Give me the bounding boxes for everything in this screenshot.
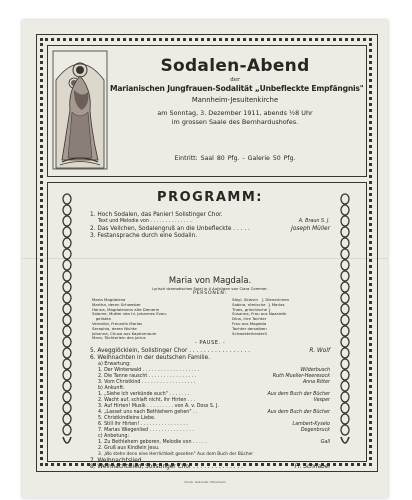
madonna-illustration bbox=[52, 50, 108, 170]
right-chain-ornament bbox=[338, 193, 352, 449]
cast-list-left: Maria Magdalena Martha, deren Schwester Hanna, Magdalenens alte Dienerin Salome, Mutter des hl. Johannes Evan- gelisten Veronika, Freundin Marias Seraphia, deren Nichte Johanna, Chusa aus Kapharnaum Mara, Töchterlein des Jairus bbox=[92, 297, 168, 341]
der-text: der bbox=[230, 77, 240, 83]
pause-marker: - PAUSE. - bbox=[194, 340, 226, 346]
play-title: Maria von Magdala. bbox=[168, 275, 252, 285]
program-heading: PROGRAMM: bbox=[157, 190, 263, 205]
event-venue: im grossen Saale des Bernhardushofes. bbox=[171, 118, 299, 126]
left-chain-ornament bbox=[60, 193, 74, 449]
printer-imprint: Druck: Gebrüder, Mannheim bbox=[184, 480, 226, 484]
location: Mannheim-Jesuitenkirche bbox=[191, 96, 279, 104]
cast-list-right: Sibyl, Sklavin } Dienerinnen Sabina, römische } Marias Thais, griechische } Susanna, Frau aus Nazareth Dina, ihre Tochter Frau aus Magdala Tochter derselben SchwesterkinderS bbox=[232, 297, 290, 336]
organization-name: Marianischen Jungfrauen-Sodalität „Unbefleckte Empfängnis" bbox=[110, 84, 364, 93]
play-subtitle: Lyrisch dramatisches Spiel in 4 Aufzügen von Clara Commer. bbox=[152, 286, 268, 291]
entry-prices: Eintritt: Saal 80 Pfg. - Galerie 50 Pfg. bbox=[174, 155, 296, 162]
event-date: am Sonntag, 3. Dezember 1911, abends ½8 Uhr bbox=[157, 109, 313, 117]
persons-heading: PERSONEN: bbox=[193, 291, 227, 296]
event-title: Sodalen-Abend bbox=[160, 56, 310, 76]
